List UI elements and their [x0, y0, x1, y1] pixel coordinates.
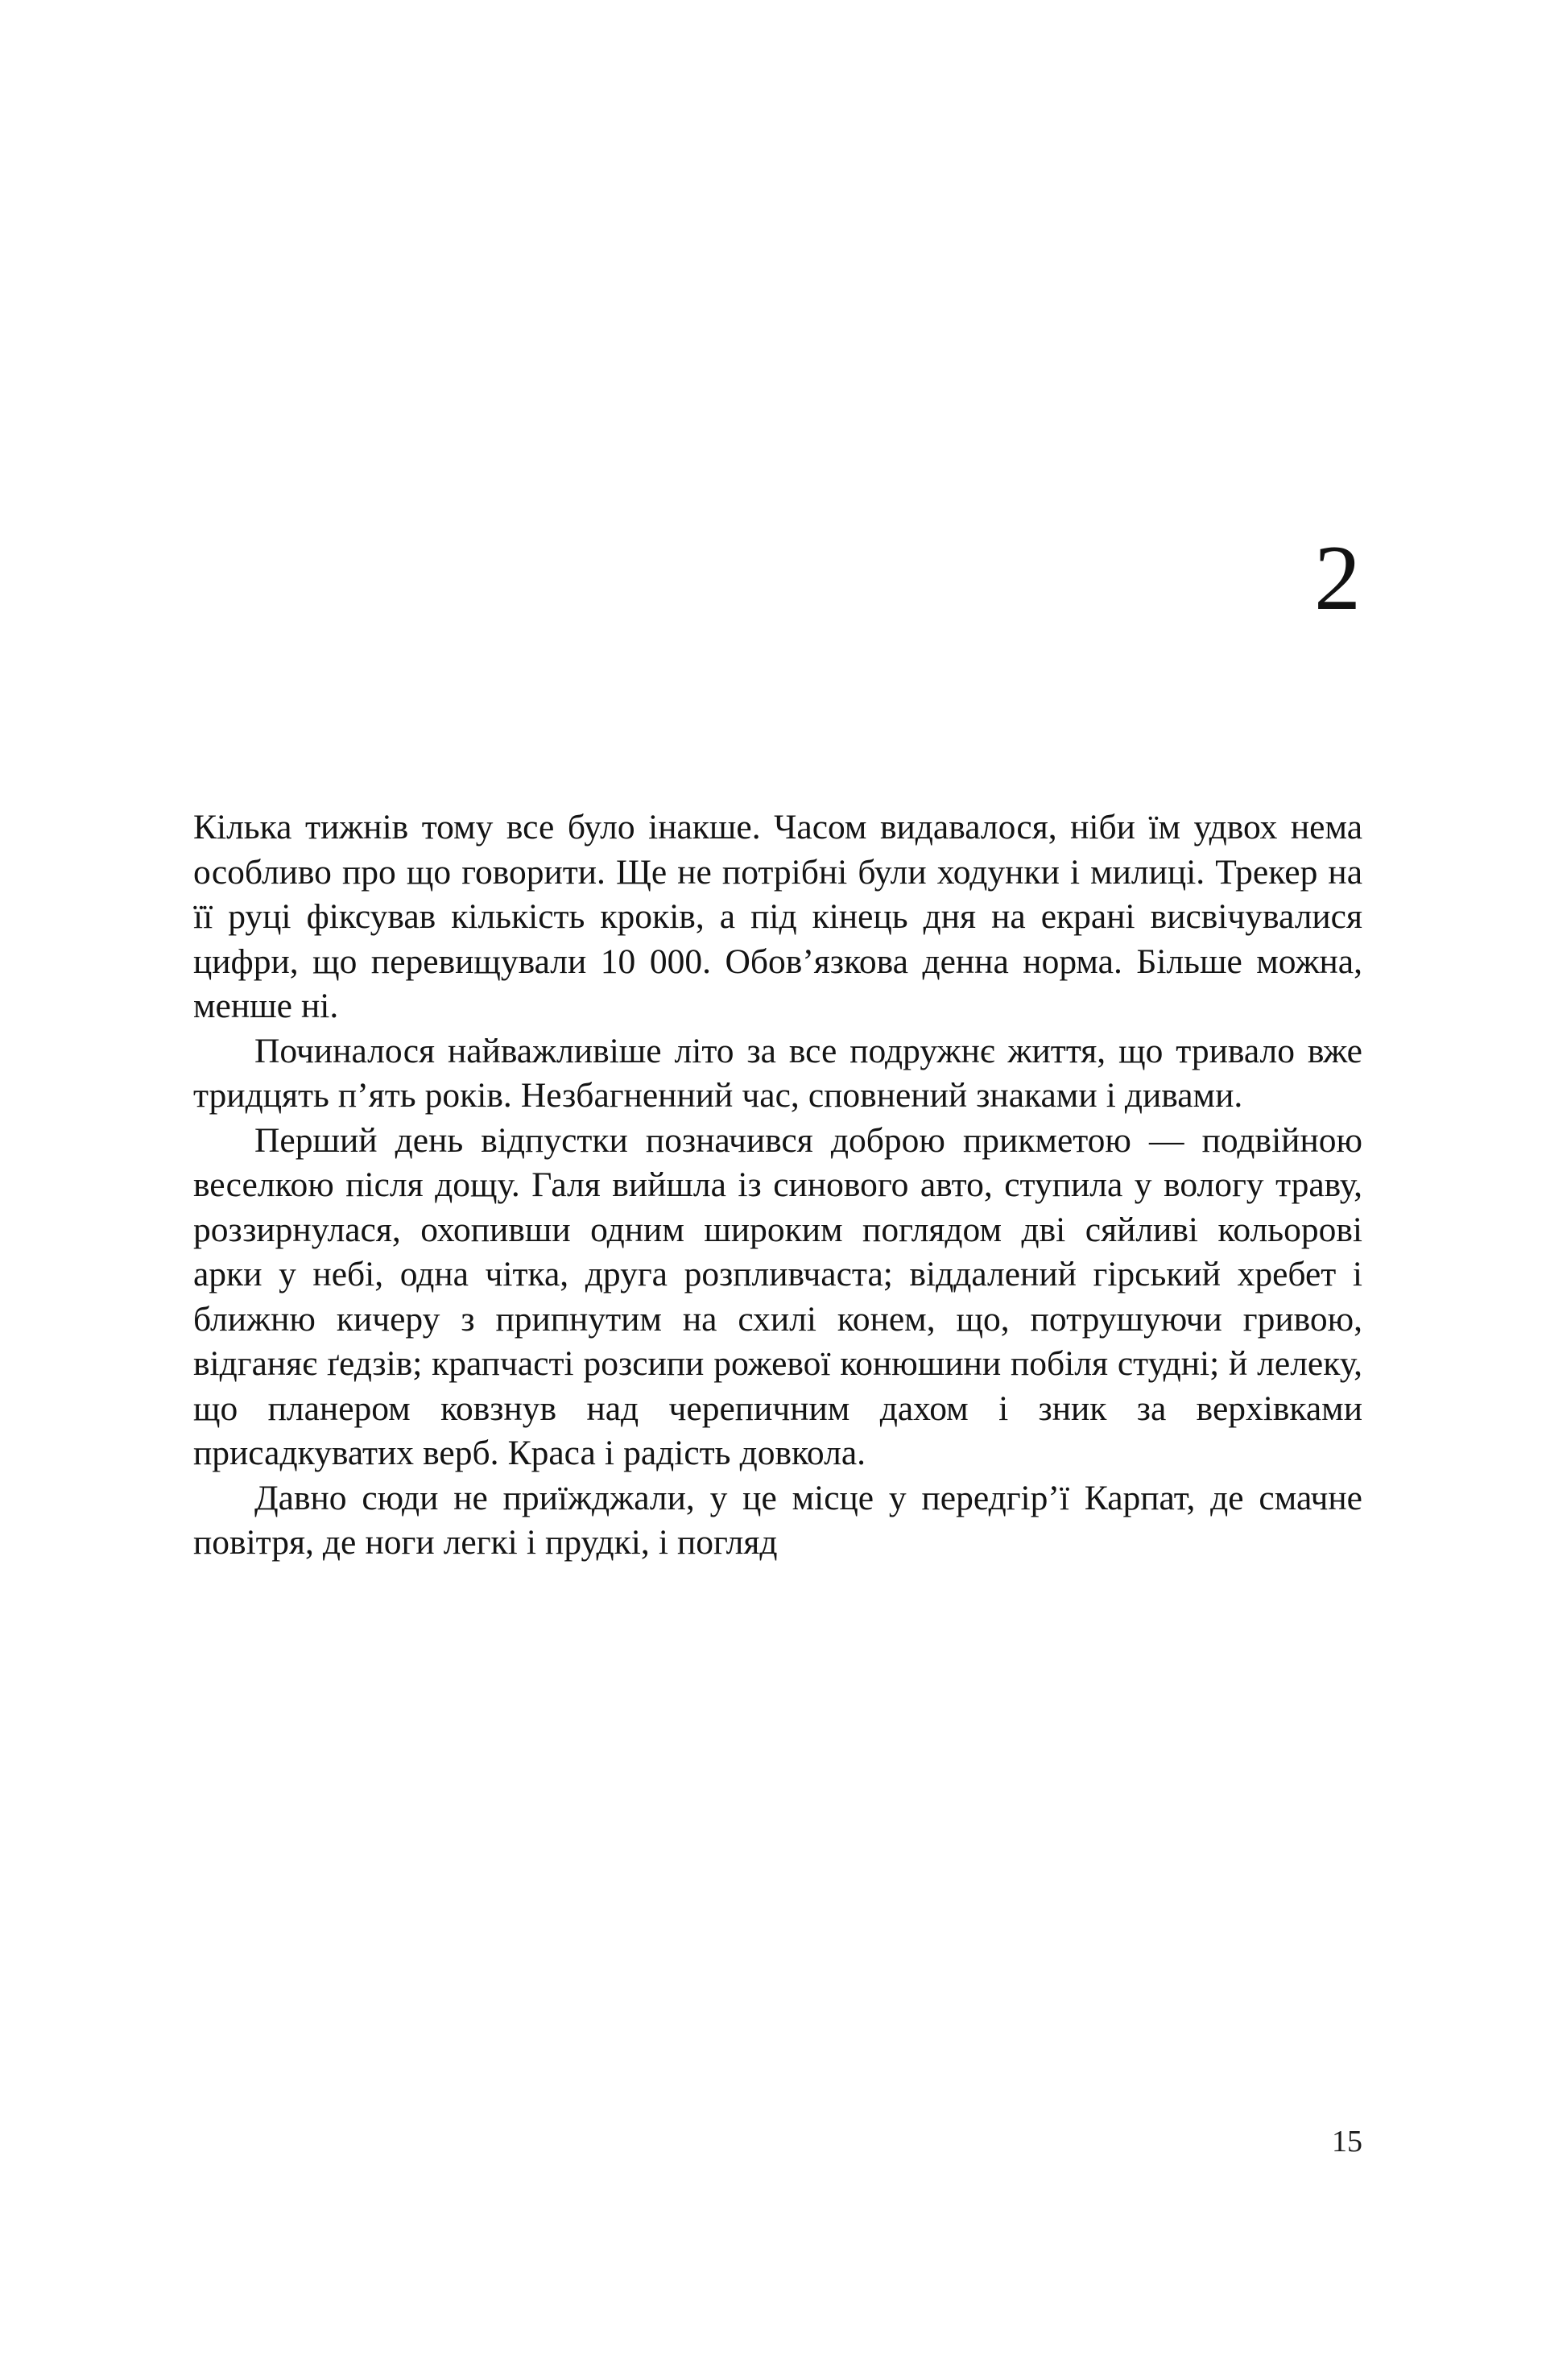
body-text-block: [193, 805, 1362, 1566]
paragraph-4: Давно сюди не приїжджали, у це місце у передгір’ї Карпат, де смачне повітря, де ноги легкі і прудкі, і погляд: [193, 1478, 1362, 1562]
paragraph-1: Кілька тижнів тому все було інакше. Часом видавалося, ніби їм удвох нема особливо про що говорити. Ще не потрібні були ходунки і милиці. Трекер на її руці фіксував кількість кроків, а під кінець дня на екрані висвічувалися цифри, що перевищували 10 000. Обов’язкова денна норма. Більше можна, менше ні.: [193, 808, 1362, 1025]
paragraph-2: Починалося найважливіше літо за все подружнє життя, що тривало вже тридцять п’ять років. Незбагненний час, сповнений знаками і дивами.: [193, 1031, 1362, 1115]
page-number: 15: [1332, 2125, 1362, 2159]
chapter-number: 2: [1314, 527, 1361, 630]
paragraph-3: Перший день відпустки позначився доброю прикметою — подвійною веселкою після дощу. Галя вийшла із синового авто, ступила у вологу траву, роззирнулася, охопивши одним широким поглядом дві сяйливі кольорові арки у небі, одна чітка, друга розпливчаста; віддалений гірський хребет і ближню кичеру з припнутим на схилі конем, що, потрушуючи гривою, відганяє ґедзів; крапчасті розсипи рожевої конюшини побіля студні; й лелеку, що планером ковзнув над черепичним дахом і зник за верхівками присадкуватих верб. Краса і радість довкола.: [193, 1120, 1362, 1472]
